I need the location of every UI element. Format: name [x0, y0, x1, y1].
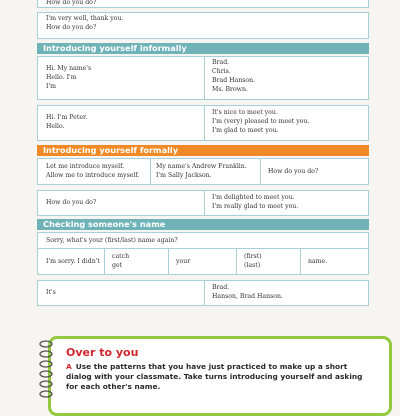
- name-r2-c5: name.: [308, 258, 328, 265]
- divider: [150, 158, 151, 185]
- divider: [104, 248, 105, 275]
- informal-r1-left-2: Hello. I'm: [46, 74, 77, 81]
- task-a: [66, 362, 366, 392]
- name-r3-left: It's: [46, 289, 56, 296]
- informal-r1-right-4: Ms. Brown.: [212, 86, 248, 93]
- name-r3-right-1: Brad.: [212, 284, 230, 291]
- name-r2-c1: I'm sorry. I didn't: [46, 258, 100, 265]
- section-header-checking-name: Checking someone's name: [37, 219, 369, 230]
- informal-r2-left-1: Hi. I'm Peter.: [46, 114, 88, 121]
- informal-r1-left-3: I'm: [46, 83, 57, 90]
- greeting-line-1: I'm very well, thank you.: [46, 15, 124, 22]
- name-r2-c3: your: [176, 258, 191, 265]
- section-header-formal: Introducing yourself formally: [37, 145, 369, 156]
- name-r3-right-2: Hanson, Brad Hanson.: [212, 293, 283, 300]
- informal-r2-right-1: It's nice to meet you.: [212, 109, 278, 116]
- formal-r1-col1-2: Allow me to introduce myself.: [46, 172, 140, 179]
- informal-r2-right-3: I'm glad to meet you.: [212, 127, 279, 134]
- informal-row-2: [37, 105, 369, 141]
- informal-row-1: [37, 56, 369, 100]
- section-header-informal: Introducing yourself informally: [37, 43, 369, 54]
- task-text: Use the patterns that you have just practiced to make up a short dialog with your classmate. Take turns introducing yourself and asking for each other's name.: [66, 362, 363, 391]
- divider: [300, 248, 301, 275]
- formal-r1-col3: How do you do?: [268, 168, 319, 175]
- informal-r1-right-3: Brad Hanson.: [212, 77, 256, 84]
- divider: [260, 158, 261, 185]
- informal-r2-left-2: Hello.: [46, 123, 65, 130]
- name-row-3: [37, 280, 369, 306]
- formal-r2-left: How do you do?: [46, 199, 97, 206]
- name-r2-c2-1: catch: [112, 253, 130, 260]
- divider: [204, 105, 205, 141]
- divider: [236, 248, 237, 275]
- divider: [168, 248, 169, 275]
- divider: [37, 248, 369, 249]
- divider: [204, 56, 205, 100]
- spiral-binding-icon: [37, 338, 55, 400]
- task-letter: A: [66, 362, 72, 371]
- name-r2-c4-1: (first): [244, 253, 262, 260]
- formal-r2-right-1: I'm delighted to meet you.: [212, 194, 295, 201]
- informal-r1-left-1: Hi. My name's: [46, 65, 92, 72]
- divider: [204, 190, 205, 216]
- greeting-line-2: How do you do?: [46, 24, 97, 31]
- formal-r2-right-2: I'm really glad to meet you.: [212, 203, 299, 210]
- informal-r1-right-1: Brad.: [212, 59, 230, 66]
- over-to-you-title: Over to you: [66, 346, 139, 359]
- formal-r1-col2-1: My name's Andrew Franklin.: [156, 163, 247, 170]
- name-r2-c2-2: get: [112, 262, 123, 269]
- formal-r1-col1-1: Let me introduce myself.: [46, 163, 125, 170]
- formal-r1-col2-2: I'm Sally Jackson.: [156, 172, 212, 179]
- name-r2-c4-2: (last): [244, 262, 261, 269]
- informal-r2-right-2: I'm (very) pleased to meet you.: [212, 118, 310, 125]
- divider: [204, 280, 205, 306]
- top-cutoff-text: How do you do?: [46, 0, 97, 6]
- informal-r1-right-2: Chris.: [212, 68, 231, 75]
- name-r1-question: Sorry, what's your (first/last) name again?: [46, 237, 178, 244]
